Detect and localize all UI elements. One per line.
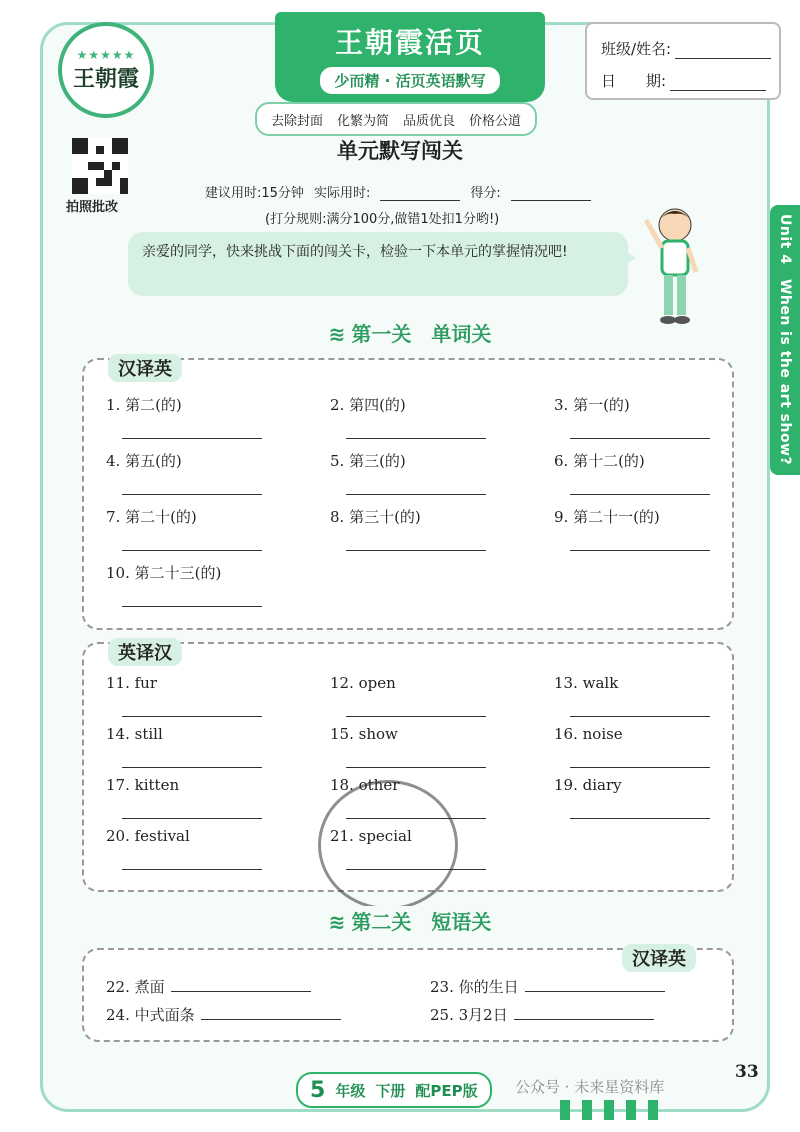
answer-line[interactable] bbox=[346, 767, 486, 768]
class-name-field[interactable] bbox=[675, 44, 771, 59]
grade-number: 5 bbox=[310, 1077, 326, 1103]
answer-line[interactable] bbox=[570, 716, 710, 717]
wave-icon: ≋ bbox=[328, 322, 346, 346]
actual-time-field[interactable] bbox=[380, 188, 460, 201]
slogan: 化繁为简 bbox=[337, 113, 390, 129]
boy-illustration bbox=[640, 200, 710, 330]
phrase-item bbox=[430, 1004, 654, 1025]
answer-line[interactable] bbox=[570, 550, 710, 551]
date-field[interactable] bbox=[670, 76, 766, 91]
answer-line[interactable] bbox=[514, 1005, 654, 1020]
actual-time-label: 实际用时: bbox=[313, 186, 371, 201]
decor-bar bbox=[582, 1100, 592, 1120]
bubble-tail bbox=[620, 248, 636, 268]
decor-bars bbox=[560, 1100, 658, 1120]
stage2-title-text: 第二关 短语关 bbox=[351, 910, 492, 934]
phrase-text: 23. 你的生日 bbox=[430, 978, 519, 996]
qr-label: 拍照批改 bbox=[66, 200, 119, 215]
answer-line[interactable] bbox=[122, 818, 262, 819]
vocab-item: 18. other bbox=[330, 776, 400, 794]
vocab-item: 13. walk bbox=[554, 674, 619, 692]
answer-line[interactable] bbox=[570, 438, 710, 439]
vocab-item: 16. noise bbox=[554, 725, 623, 743]
date-row bbox=[601, 70, 766, 91]
grade-text: 年级 bbox=[335, 1081, 366, 1100]
vocab-item: 5. 第三(的) bbox=[330, 452, 406, 470]
decor-bar bbox=[604, 1100, 614, 1120]
class-name-label: 班级/姓名: bbox=[601, 40, 672, 58]
phrase-text: 25. 3月2日 bbox=[430, 1006, 508, 1024]
intro-bubble bbox=[128, 232, 628, 296]
vocab-item: 9. 第二十一(的) bbox=[554, 508, 660, 526]
vocab-item: 15. show bbox=[330, 725, 398, 743]
answer-line[interactable] bbox=[122, 767, 262, 768]
date-label: 日 期: bbox=[601, 72, 667, 90]
answer-line[interactable] bbox=[346, 550, 486, 551]
vocab-item: 14. still bbox=[106, 725, 163, 743]
answer-line[interactable] bbox=[122, 606, 262, 607]
stage1-title bbox=[290, 318, 530, 347]
logo-text: 王朝霞 bbox=[72, 65, 139, 92]
star-icons: ★★★★★ bbox=[76, 47, 136, 62]
answer-line[interactable] bbox=[122, 494, 262, 495]
answer-line[interactable] bbox=[122, 438, 262, 439]
score-label: 得分: bbox=[470, 186, 501, 201]
scoring-rule: (打分规则:满分100分,做错1处扣1分哟!) bbox=[265, 212, 500, 227]
answer-line[interactable] bbox=[346, 438, 486, 439]
phrase-text: 22. 煮面 bbox=[106, 978, 165, 996]
answer-line[interactable] bbox=[346, 494, 486, 495]
vocab-item: 2. 第四(的) bbox=[330, 396, 406, 414]
stage1-title-text: 第一关 单词关 bbox=[351, 322, 492, 346]
c2e-label: 汉译英 bbox=[108, 354, 182, 382]
answer-line[interactable] bbox=[122, 550, 262, 551]
timing-row bbox=[205, 182, 591, 201]
slogan: 品质优良 bbox=[403, 113, 456, 129]
answer-line[interactable] bbox=[122, 716, 262, 717]
answer-line[interactable] bbox=[570, 767, 710, 768]
decor-bar bbox=[560, 1100, 570, 1120]
vocab-item: 17. kitten bbox=[106, 776, 180, 794]
vocab-item: 8. 第三十(的) bbox=[330, 508, 421, 526]
phrase-item bbox=[106, 976, 311, 997]
vocab-item: 19. diary bbox=[554, 776, 622, 794]
edition-text: 配PEP版 bbox=[415, 1081, 478, 1100]
watermark-stamp bbox=[318, 780, 458, 910]
brand-logo bbox=[58, 22, 154, 118]
brand-title: 王朝霞活页 bbox=[334, 25, 485, 59]
page-title: 单元默写闯关 bbox=[337, 139, 463, 163]
answer-line[interactable] bbox=[570, 818, 710, 819]
student-info-box bbox=[585, 22, 781, 100]
wave-icon: ≋ bbox=[328, 910, 346, 934]
grade-badge bbox=[296, 1072, 492, 1108]
phrase-item bbox=[106, 1004, 341, 1025]
vocab-item: 10. 第二十三(的) bbox=[106, 564, 222, 582]
title-banner bbox=[275, 12, 545, 102]
answer-line[interactable] bbox=[525, 977, 665, 992]
vocab-item: 7. 第二十(的) bbox=[106, 508, 197, 526]
page-number: 33 bbox=[735, 1062, 759, 1082]
slogan: 价格公道 bbox=[469, 113, 522, 129]
decor-bar bbox=[648, 1100, 658, 1120]
qr-code-icon[interactable] bbox=[72, 138, 128, 194]
phrase-item bbox=[430, 976, 665, 997]
slogan: 去除封面 bbox=[271, 113, 324, 129]
intro-text: 亲爱的同学，快来挑战下面的闯关卡，检验一下本单元的掌握情况吧! bbox=[142, 244, 568, 260]
answer-line[interactable] bbox=[171, 977, 311, 992]
vocab-item: 12. open bbox=[330, 674, 396, 692]
term-text: 下册 bbox=[375, 1081, 406, 1100]
vocab-item: 21. special bbox=[330, 827, 412, 845]
e2c-label: 英译汉 bbox=[108, 638, 182, 666]
vocab-item: 4. 第五(的) bbox=[106, 452, 182, 470]
phrase-text: 24. 中式面条 bbox=[106, 1006, 195, 1024]
vocab-item: 11. fur bbox=[106, 674, 158, 692]
brand-subtitle: 少而精 · 活页英语默写 bbox=[320, 67, 499, 94]
watermark-text: 公众号 · 未来星资料库 bbox=[515, 1078, 665, 1096]
answer-line[interactable] bbox=[201, 1005, 341, 1020]
vocab-item: 1. 第二(的) bbox=[106, 396, 182, 414]
score-field[interactable] bbox=[511, 188, 591, 201]
vocab-item: 3. 第一(的) bbox=[554, 396, 630, 414]
phrase-label: 汉译英 bbox=[622, 944, 696, 972]
answer-line[interactable] bbox=[346, 716, 486, 717]
unit-tab bbox=[770, 205, 800, 475]
suggested-time: 建议用时:15分钟 bbox=[205, 186, 304, 201]
unit-title: Unit 4 When is the art show? bbox=[777, 214, 793, 466]
stage2-title bbox=[290, 906, 530, 935]
decor-bar bbox=[626, 1100, 636, 1120]
class-name-row bbox=[601, 38, 771, 59]
vocab-item: 6. 第十二(的) bbox=[554, 452, 645, 470]
answer-line[interactable] bbox=[122, 869, 262, 870]
slogan-bar bbox=[255, 102, 537, 136]
vocab-item: 20. festival bbox=[106, 827, 190, 845]
answer-line[interactable] bbox=[570, 494, 710, 495]
